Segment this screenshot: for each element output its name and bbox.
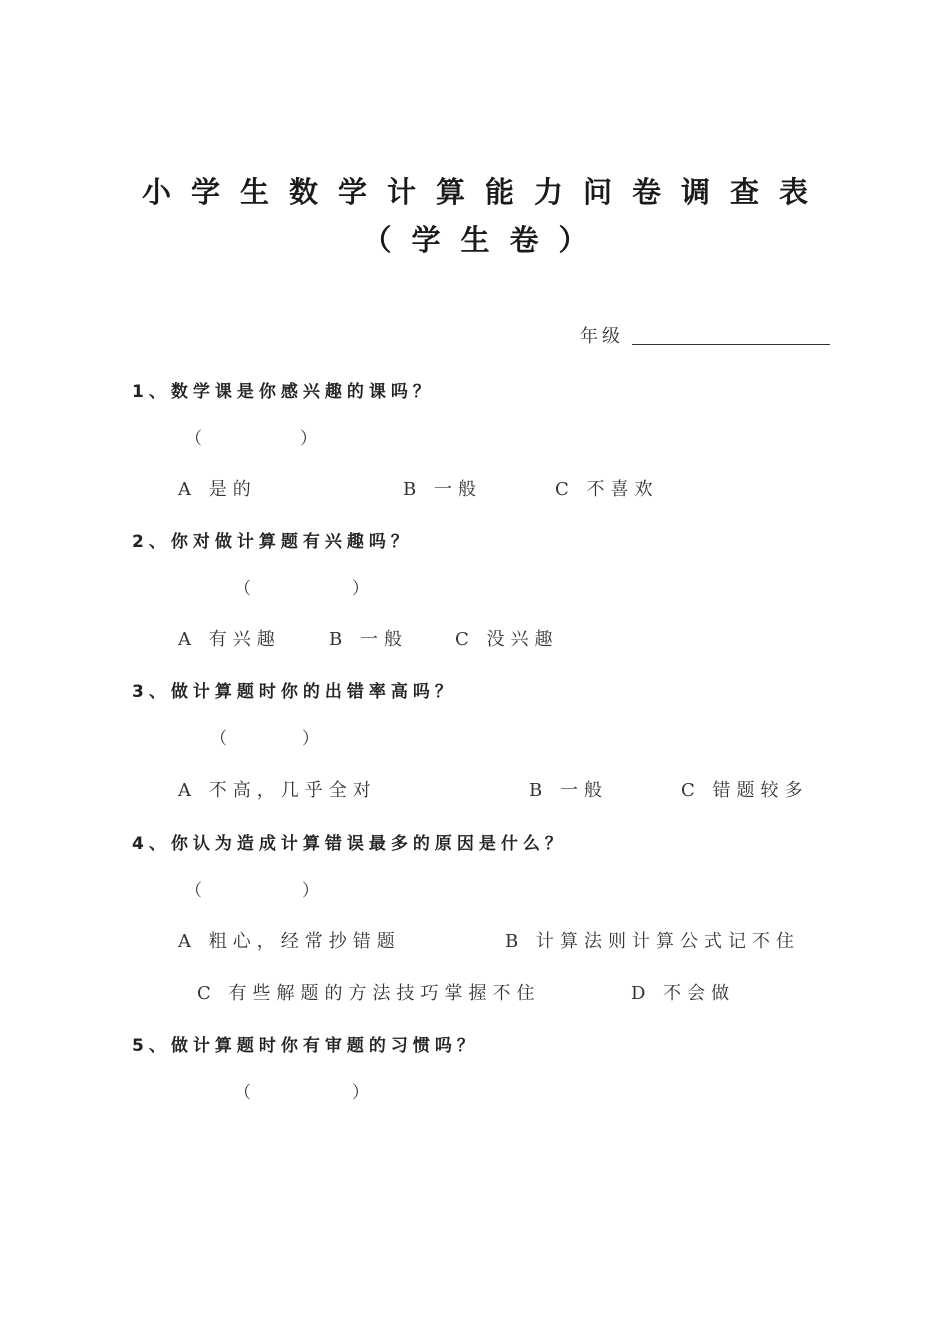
question-4: 4、你认为造成计算错误最多的原因是什么？ [132, 834, 567, 854]
answer-paren-close: ） [300, 429, 317, 449]
grade-input-line[interactable] [632, 344, 830, 345]
page-subtitle: （学生卷） [362, 223, 608, 257]
answer-paren-close: ） [352, 579, 369, 599]
option-4a: A 粗心，经常抄错题 [178, 931, 401, 952]
answer-blank-3[interactable] [210, 724, 319, 749]
answer-paren-open: （ [185, 881, 202, 901]
answer-blank-2[interactable] [234, 574, 369, 599]
question-2: 2、你对做计算题有兴趣吗？ [132, 532, 413, 552]
answer-paren-close: ） [302, 881, 319, 901]
question-1: 1、数学课是你感兴趣的课吗？ [132, 382, 435, 402]
answer-paren-open: （ [234, 1083, 251, 1103]
option-1c: C 不喜欢 [555, 479, 659, 500]
option-2b: B 一般 [329, 629, 408, 650]
answer-paren-open: （ [210, 729, 227, 749]
option-2c: C 没兴趣 [455, 629, 559, 650]
option-3a: A 不高，几乎全对 [178, 780, 377, 801]
answer-paren-open: （ [234, 579, 251, 599]
option-4d: D 不会做 [631, 983, 736, 1004]
option-1a: A 是的 [178, 479, 257, 500]
option-3c: C 错题较多 [681, 780, 809, 801]
answer-blank-4[interactable] [185, 876, 319, 901]
page-title: 小学生数学计算能力问卷调查表 [141, 175, 828, 209]
answer-paren-close: ） [302, 729, 319, 749]
option-2a: A 有兴趣 [178, 629, 281, 650]
answer-paren-close: ） [352, 1083, 369, 1103]
answer-paren-open: （ [185, 429, 202, 449]
question-5: 5、做计算题时你有审题的习惯吗？ [132, 1036, 479, 1056]
option-4b: B 计算法则计算公式记不住 [505, 931, 800, 952]
option-1b: B 一般 [403, 479, 482, 500]
option-3b: B 一般 [529, 780, 608, 801]
answer-blank-5[interactable] [234, 1078, 369, 1103]
answer-blank-1[interactable] [185, 424, 317, 449]
question-3: 3、做计算题时你的出错率高吗？ [132, 682, 457, 702]
option-4c: C 有些解题的方法技巧掌握不住 [197, 983, 541, 1004]
grade-label: 年级 [580, 326, 624, 347]
